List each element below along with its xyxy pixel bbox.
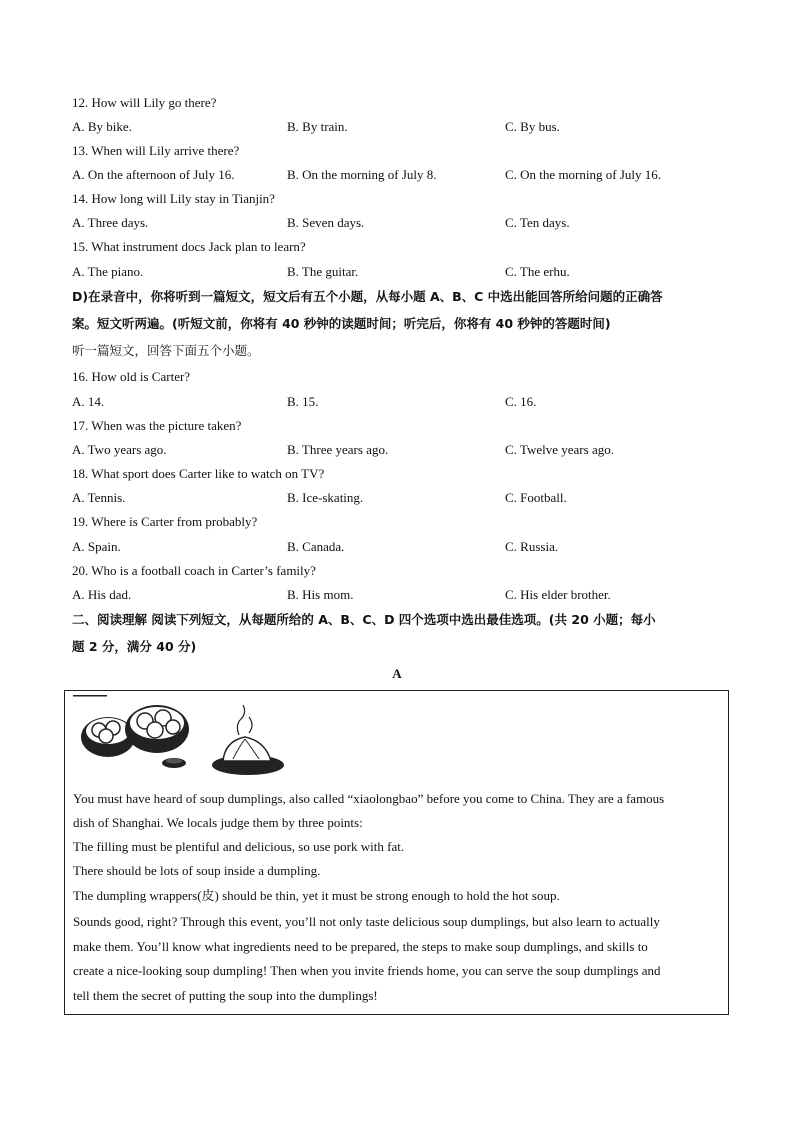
option-13-b: B. On the morning of July 8. (287, 167, 437, 182)
soup-dumplings-illustration (73, 695, 303, 781)
passage-box (64, 690, 729, 1015)
option-13-c: C. On the morning of July 16. (505, 167, 661, 182)
passage-line-6: Sounds good, right? Through this event, you’ll not only taste delicious soup dumplings, but also learn to actually (73, 914, 660, 929)
option-15-b: B. The guitar. (287, 264, 359, 279)
option-17-c: C. Twelve years ago. (505, 442, 614, 457)
option-18-a: A. Tennis. (72, 490, 126, 505)
passage-label: A (392, 666, 402, 681)
passage-line-4: There should be lots of soup inside a dumpling. (73, 863, 321, 878)
option-13-a: A. On the afternoon of July 16. (72, 167, 235, 182)
option-17-a: A. Two years ago. (72, 442, 167, 457)
question-13: 13. When will Lily arrive there? (72, 143, 240, 158)
passage-line-7: make them. You’ll know what ingredients need to be prepared, the steps to make soup dumplings, and skills to (73, 939, 648, 954)
section-d-instruction-line1: D)在录音中，你将听到一篇短文，短文后有五个小题，从每小题 A、B、C 中选出能回答所给问题的正确答 (72, 289, 663, 304)
passage-line-1: You must have heard of soup dumplings, also called “xiaolongbao” before you come to China. They are a famous (73, 791, 665, 806)
question-16: 16. How old is Carter? (72, 369, 191, 384)
option-18-b: B. Ice-skating. (287, 490, 364, 505)
option-14-c: C. Ten days. (505, 215, 570, 230)
reading-heading-line2: 题 2 分，满分 40 分) (72, 639, 197, 654)
option-15-a: A. The piano. (72, 264, 144, 279)
option-15-c: C. The erhu. (505, 264, 570, 279)
option-12-a: A. By bike. (72, 119, 132, 134)
option-18-c: C. Football. (505, 490, 567, 505)
option-20-b: B. His mom. (287, 587, 354, 602)
option-19-b: B. Canada. (287, 539, 345, 554)
question-14: 14. How long will Lily stay in Tianjin? (72, 191, 275, 206)
option-12-b: B. By train. (287, 119, 348, 134)
passage-line-2: dish of Shanghai. We locals judge them by three points: (73, 815, 363, 830)
question-17: 17. When was the picture taken? (72, 418, 242, 433)
option-12-c: C. By bus. (505, 119, 560, 134)
option-20-c: C. His elder brother. (505, 587, 611, 602)
question-15: 15. What instrument docs Jack plan to learn? (72, 239, 306, 254)
option-16-a: A. 14. (72, 394, 105, 409)
section-d-instruction-line2: 案。短文听两遍。(听短文前，你将有 40 秒钟的读题时间；听完后，你将有 40 秒钟的答题时间) (72, 316, 611, 331)
option-16-b: B. 15. (287, 394, 319, 409)
section-d-subtitle: 听一篇短文，回答下面五个小题。 (72, 343, 260, 358)
option-14-b: B. Seven days. (287, 215, 365, 230)
question-12: 12. How will Lily go there? (72, 95, 217, 110)
question-20: 20. Who is a football coach in Carter’s family? (72, 563, 316, 578)
question-18: 18. What sport does Carter like to watch on TV? (72, 466, 325, 481)
option-19-c: C. Russia. (505, 539, 559, 554)
option-19-a: A. Spain. (72, 539, 121, 554)
option-17-b: B. Three years ago. (287, 442, 389, 457)
option-20-a: A. His dad. (72, 587, 132, 602)
passage-line-9: tell them the secret of putting the soup into the dumplings! (73, 988, 378, 1003)
passage-line-5: The dumpling wrappers(皮) should be thin, yet it must be strong enough to hold the hot soup. (73, 888, 560, 903)
option-14-a: A. Three days. (72, 215, 149, 230)
passage-line-8: create a nice-looking soup dumpling! Then when you invite friends home, you can serve the soup dumplings and (73, 963, 661, 978)
option-16-c: C. 16. (505, 394, 537, 409)
passage-line-3: The filling must be plentiful and delicious, so use pork with fat. (73, 839, 405, 854)
reading-heading-line1: 二、阅读理解 阅读下列短文，从每题所给的 A、B、C、D 四个选项中选出最佳选项。(共 20 小题；每小 (72, 612, 656, 627)
question-19: 19. Where is Carter from probably? (72, 514, 258, 529)
